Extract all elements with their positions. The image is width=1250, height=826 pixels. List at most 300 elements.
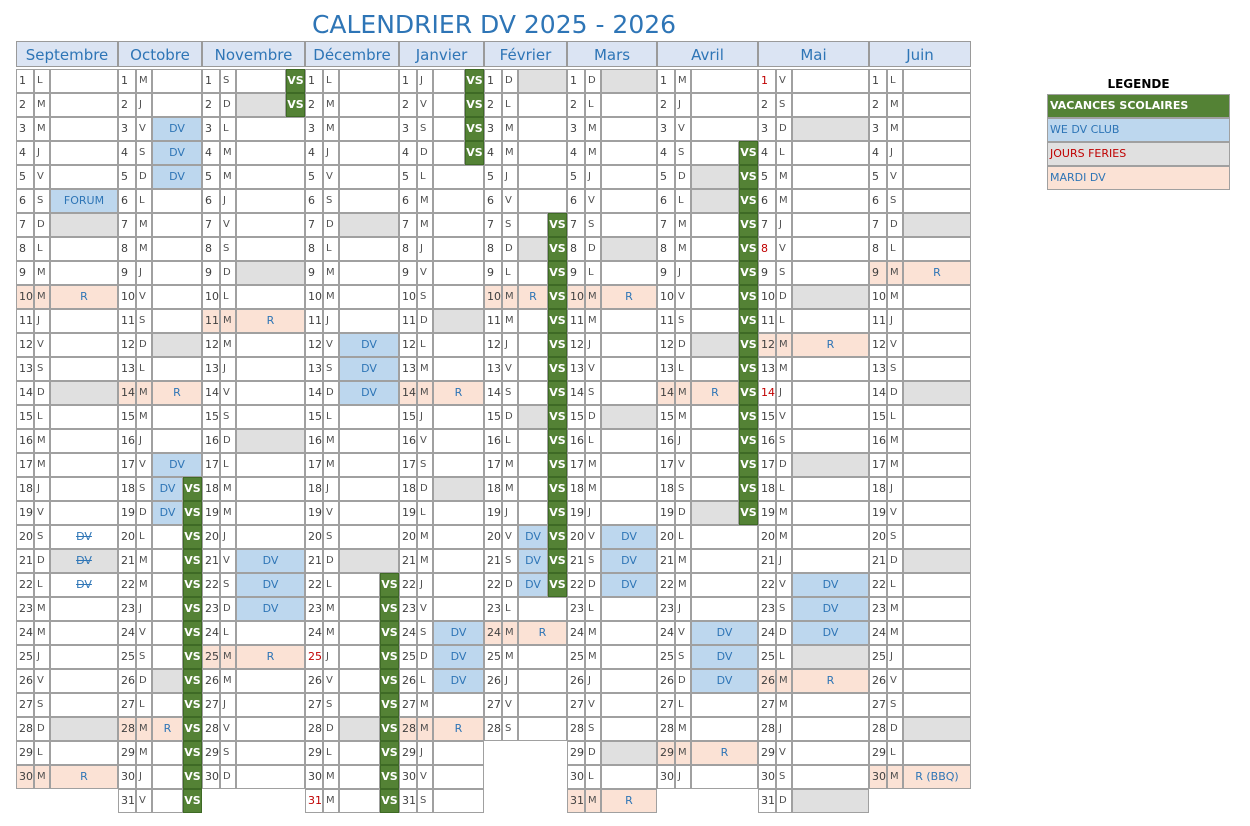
day-note [236,165,305,189]
day-number: 24 [16,621,34,645]
day-note [50,477,118,501]
day-note [50,237,118,261]
weekday-letter: L [136,357,152,381]
day-note [903,525,971,549]
weekday-letter: V [323,501,339,525]
day-number: 25 [758,645,776,669]
day-note [903,549,971,573]
day-note [152,405,202,429]
day-note [152,189,202,213]
day-number: 12 [399,333,417,357]
weekday-letter: L [585,597,601,621]
weekday-letter: D [585,741,601,765]
weekday-letter: M [220,165,236,189]
day-number: 11 [758,309,776,333]
day-number: 21 [484,549,502,573]
day-number: 8 [758,237,776,261]
month-header: Mars [567,41,657,67]
day-number: 24 [657,621,675,645]
weekday-letter: L [502,429,518,453]
school-holiday-marker: VS [183,765,202,789]
weekday-letter: S [887,693,903,717]
day-number: 19 [118,501,136,525]
school-holiday-marker: VS [739,405,758,429]
day-note: DV [152,117,202,141]
day-number: 16 [567,429,585,453]
weekday-letter: M [675,573,691,597]
day-number: 11 [869,309,887,333]
day-note: R [601,789,657,813]
day-note [236,525,305,549]
day-number: 24 [399,621,417,645]
weekday-letter: V [776,237,792,261]
weekday-letter: J [220,189,236,213]
weekday-letter: S [220,573,236,597]
day-number: 15 [869,405,887,429]
weekday-letter: J [323,477,339,501]
day-number: 13 [118,357,136,381]
day-note: R [152,381,202,405]
day-number: 18 [657,477,675,501]
weekday-letter: S [323,189,339,213]
day-note [601,165,657,189]
day-number: 2 [869,93,887,117]
school-holiday-marker: VS [380,765,399,789]
day-note [792,141,869,165]
day-number: 25 [118,645,136,669]
day-note [691,549,758,573]
weekday-letter: J [502,669,518,693]
day-number: 11 [484,309,502,333]
school-holiday-marker: VS [548,453,567,477]
weekday-letter: S [585,213,601,237]
day-number: 22 [567,573,585,597]
day-note [433,357,484,381]
day-number: 30 [657,765,675,789]
weekday-letter: L [323,741,339,765]
day-number: 7 [567,213,585,237]
day-note [903,621,971,645]
day-number: 26 [16,669,34,693]
day-number: 20 [118,525,136,549]
day-number: 19 [202,501,220,525]
day-note [518,645,567,669]
day-number: 12 [118,333,136,357]
weekday-letter: S [776,597,792,621]
weekday-letter: J [136,429,152,453]
weekday-letter: L [136,189,152,213]
school-holiday-marker: VS [380,693,399,717]
weekday-letter: D [323,717,339,741]
day-note [339,165,399,189]
day-number: 6 [118,189,136,213]
day-number: 20 [399,525,417,549]
weekday-letter: D [887,717,903,741]
day-note [152,597,183,621]
day-number: 29 [758,741,776,765]
weekday-letter: S [417,789,433,813]
day-number: 1 [567,69,585,93]
day-number: 30 [118,765,136,789]
day-note [792,789,869,813]
weekday-letter: S [887,525,903,549]
weekday-letter: S [34,693,50,717]
weekday-letter: L [136,693,152,717]
day-note [152,237,202,261]
day-note [339,429,399,453]
day-number: 21 [567,549,585,573]
weekday-letter: V [136,285,152,309]
day-note [792,381,869,405]
weekday-letter: J [34,309,50,333]
weekday-letter: D [776,285,792,309]
weekday-letter: J [136,597,152,621]
day-number: 11 [305,309,323,333]
school-holiday-marker: VS [739,381,758,405]
school-holiday-marker: VS [380,597,399,621]
day-note [50,693,118,717]
day-number: 14 [567,381,585,405]
day-note [518,477,548,501]
day-note [903,453,971,477]
day-number: 23 [758,597,776,621]
day-note [601,429,657,453]
day-note [601,405,657,429]
day-note [339,741,380,765]
day-number: 28 [567,717,585,741]
weekday-letter: V [136,453,152,477]
weekday-letter: L [776,645,792,669]
day-number: 31 [118,789,136,813]
school-holiday-marker: VS [183,573,202,597]
weekday-letter: M [776,165,792,189]
day-note: DV [792,573,869,597]
weekday-letter: D [34,717,50,741]
day-number: 14 [869,381,887,405]
school-holiday-marker: VS [548,309,567,333]
month-header: Mai [758,41,869,67]
weekday-letter: M [417,693,433,717]
weekday-letter: M [585,621,601,645]
weekday-letter: M [502,117,518,141]
weekday-letter: L [220,621,236,645]
school-holiday-marker: VS [465,69,484,93]
day-number: 12 [484,333,502,357]
school-holiday-marker: VS [548,429,567,453]
weekday-letter: M [887,621,903,645]
day-number: 3 [118,117,136,141]
day-number: 2 [758,93,776,117]
day-number: 10 [202,285,220,309]
day-number: 7 [118,213,136,237]
month-header: Janvier [399,41,484,67]
weekday-letter: S [323,525,339,549]
day-note [236,357,305,381]
day-number: 29 [869,741,887,765]
school-holiday-marker: VS [739,333,758,357]
day-note [601,357,657,381]
weekday-letter: L [585,765,601,789]
day-note [152,573,183,597]
day-note [236,237,305,261]
weekday-letter: L [417,165,433,189]
day-number: 9 [758,261,776,285]
day-note [50,309,118,333]
weekday-letter: M [323,261,339,285]
day-number: 24 [869,621,887,645]
weekday-letter: M [34,429,50,453]
school-holiday-marker: VS [183,741,202,765]
day-note: DV [518,525,548,549]
day-number: 12 [202,333,220,357]
day-note [792,741,869,765]
day-note [236,213,305,237]
day-number: 22 [305,573,323,597]
weekday-letter: L [887,405,903,429]
day-number: 24 [758,621,776,645]
day-note [339,69,399,93]
day-note [691,261,739,285]
legend-title: LEGENDE [1107,77,1170,91]
day-number: 15 [399,405,417,429]
day-note [339,309,399,333]
day-number: 23 [305,597,323,621]
day-note [903,501,971,525]
weekday-letter: V [34,501,50,525]
day-note: DV [50,549,118,573]
day-note: DV [152,501,183,525]
weekday-letter: L [887,237,903,261]
weekday-letter: L [417,333,433,357]
day-note [903,405,971,429]
day-number: 21 [758,549,776,573]
day-note: DV [50,525,118,549]
day-number: 15 [202,405,220,429]
weekday-letter: M [585,309,601,333]
weekday-letter: M [323,453,339,477]
day-note [518,333,548,357]
weekday-letter: V [323,165,339,189]
weekday-letter: J [675,597,691,621]
school-holiday-marker: VS [548,285,567,309]
day-note [792,213,869,237]
day-note [236,501,305,525]
day-note: R [518,285,548,309]
weekday-letter: S [776,261,792,285]
weekday-letter: S [502,213,518,237]
weekday-letter: M [220,309,236,333]
day-note [792,405,869,429]
day-number: 8 [16,237,34,261]
day-number: 22 [484,573,502,597]
month-header: Décembre [305,41,399,67]
day-number: 17 [399,453,417,477]
day-number: 25 [869,645,887,669]
day-note [433,549,484,573]
day-number: 24 [484,621,502,645]
weekday-letter: V [417,765,433,789]
day-number: 8 [399,237,417,261]
day-note [236,261,305,285]
weekday-letter: M [417,549,433,573]
day-note [903,141,971,165]
day-number: 13 [305,357,323,381]
weekday-letter: V [585,189,601,213]
day-number: 19 [484,501,502,525]
day-number: 1 [118,69,136,93]
day-note [50,645,118,669]
day-number: 1 [758,69,776,93]
day-note [903,693,971,717]
weekday-letter: D [887,381,903,405]
day-note [691,117,758,141]
weekday-letter: S [776,429,792,453]
weekday-letter: M [502,453,518,477]
day-number: 5 [399,165,417,189]
day-note [50,717,118,741]
day-number: 16 [758,429,776,453]
weekday-letter: L [136,525,152,549]
weekday-letter: D [323,549,339,573]
school-holiday-marker: VS [286,93,305,117]
day-number: 4 [657,141,675,165]
day-number: 16 [399,429,417,453]
day-note [236,405,305,429]
day-note [518,165,567,189]
day-number: 6 [399,189,417,213]
day-number: 1 [484,69,502,93]
day-note: R [518,621,567,645]
day-note [50,261,118,285]
weekday-letter: D [502,405,518,429]
day-note [903,381,971,405]
day-note [433,765,484,789]
day-note [792,357,869,381]
weekday-letter: S [585,549,601,573]
weekday-letter: S [502,381,518,405]
day-number: 11 [567,309,585,333]
day-note: DV [339,381,399,405]
day-note [50,93,118,117]
day-note [903,237,971,261]
day-note [433,453,484,477]
day-note [339,597,380,621]
day-number: 7 [202,213,220,237]
day-number: 16 [484,429,502,453]
day-number: 5 [567,165,585,189]
day-number: 21 [399,549,417,573]
day-number: 27 [399,693,417,717]
day-number: 29 [567,741,585,765]
day-note [691,285,739,309]
day-number: 30 [869,765,887,789]
weekday-letter: V [675,621,691,645]
weekday-letter: J [220,693,236,717]
day-note: DV [152,141,202,165]
month-header: Juin [869,41,971,67]
day-note [339,525,399,549]
day-number: 28 [202,717,220,741]
weekday-letter: J [136,93,152,117]
day-note [903,93,971,117]
weekday-letter: L [34,237,50,261]
day-number: 5 [758,165,776,189]
weekday-letter: M [776,357,792,381]
day-number: 29 [399,741,417,765]
day-note [433,69,465,93]
day-note [339,573,380,597]
weekday-letter: M [776,669,792,693]
weekday-letter: M [675,69,691,93]
weekday-letter: L [585,261,601,285]
day-note [903,717,971,741]
day-number: 6 [305,189,323,213]
day-note [903,741,971,765]
day-number: 12 [758,333,776,357]
day-note [433,117,465,141]
school-holiday-marker: VS [548,381,567,405]
day-note [601,717,657,741]
weekday-letter: J [34,141,50,165]
weekday-letter: M [136,549,152,573]
day-note [691,597,758,621]
weekday-letter: M [417,525,433,549]
weekday-letter: J [776,717,792,741]
weekday-letter: J [675,429,691,453]
day-note [601,669,657,693]
weekday-letter: D [136,669,152,693]
day-note [518,141,567,165]
day-number: 25 [399,645,417,669]
day-number: 1 [657,69,675,93]
weekday-letter: V [502,357,518,381]
weekday-letter: L [887,741,903,765]
weekday-letter: M [887,93,903,117]
day-number: 30 [758,765,776,789]
weekday-letter: V [675,117,691,141]
day-note [433,165,484,189]
day-number: 3 [202,117,220,141]
weekday-letter: M [136,381,152,405]
day-number: 5 [16,165,34,189]
day-number: 24 [567,621,585,645]
day-number: 23 [657,597,675,621]
weekday-letter: J [776,381,792,405]
day-note [691,573,758,597]
weekday-letter: M [220,141,236,165]
weekday-letter: V [585,693,601,717]
day-number: 14 [657,381,675,405]
day-number: 20 [567,525,585,549]
weekday-letter: D [34,381,50,405]
school-holiday-marker: VS [739,501,758,525]
day-number: 5 [202,165,220,189]
day-note [152,261,202,285]
weekday-letter: M [417,717,433,741]
day-note [792,69,869,93]
day-note [50,741,118,765]
weekday-letter: J [675,765,691,789]
day-number: 23 [202,597,220,621]
day-number: 11 [16,309,34,333]
weekday-letter: L [776,309,792,333]
day-note [601,309,657,333]
weekday-letter: M [585,477,601,501]
day-number: 3 [484,117,502,141]
weekday-letter: L [675,189,691,213]
weekday-letter: M [502,645,518,669]
day-number: 4 [118,141,136,165]
